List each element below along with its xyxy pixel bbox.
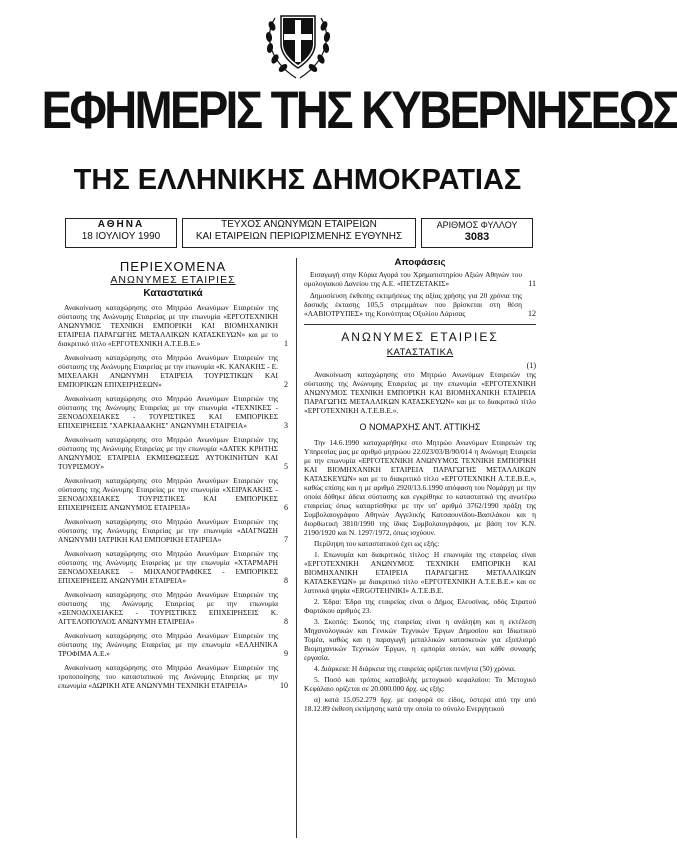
contents-entry xyxy=(58,631,288,658)
contents-entry xyxy=(58,549,288,585)
main-subsection-heading: ΚΑΤΑΣΤΑΤΙΚΑ xyxy=(386,347,454,358)
contents-entry-text: Ανακοίνωση καταχώρησης στο Μητρώο Ανωνύμων Εταιρειών της τροποποίησης του καταστατικού της Ανώνυμης Εταιρείας με την επωνυμία «ΔΩΡΙΚΗ ΑΤΕ ΑΝΩΝΥΜΗ ΤΕΧΝΙΚΗ ΕΤΑΙΡΕΙΑ» xyxy=(58,663,278,690)
contents-entry-text: Ανακοίνωση καταχώρησης στο Μητρώο Ανωνύμων Εταιρειών της σύστασης της Ανώνυμης Εταιρείας με την επωνυμία «ΤΕΧΝΙΚΕΣ - ΞΕΝΟΔΟΧΕΙΑΚΕΣ - ΤΟΥΡΙΣΤΙΚΕΣ ΚΑΙ ΕΜΠΟΡΙΚΕΣ ΕΠΙΧΕΙΡΗΣΕΙΣ "ΧΑΡΚΙΑΔΑΚΗΣ" ΑΝΩΝΥΜΗ ΕΤΑΙΡΕΙΑ» xyxy=(58,394,278,430)
contents-entry xyxy=(58,303,288,348)
contents-entry-page: 9 xyxy=(284,649,288,658)
contents-heading: ΠΕΡΙΕΧΟΜΕΝΑ xyxy=(119,259,227,274)
contents-entry xyxy=(58,394,288,430)
contents-entry-page: 8 xyxy=(284,576,288,585)
contents-entry-text: Ανακοίνωση καταχώρησης στο Μητρώο Ανωνύμων Εταιρειών της σύστασης της Ανώνυμης Εταιρείας με την επωνυμία «ΧΤΑΡΜΑΡΗ ΞΕΝΟΔΟΧΕΙΑΚΕΣ - ΜΗΧΑΝΟΓΡΑΦΙΚΕΣ - ΕΜΠΟΡΙΚΕΣ ΕΠΙΧΕΙΡΗΣΕΙΣ ΑΝΩΝΥΜΗ ΕΤΑΙΡΕΙΑ» xyxy=(58,549,278,585)
contents-entry-page: 5 xyxy=(284,462,288,471)
contents-entry-page: 1 xyxy=(284,339,288,348)
contents-entry-text: Ανακοίνωση καταχώρησης στο Μητρώο Ανωνύμων Εταιρειών της σύστασης της Ανώνυμης Εταιρείας με την επωνυμία «ΕΡΓΟΤΕΧΝΙΚΗ ΑΝΩΝΥΜΟΣ ΤΕΧΝΙΚΗ ΕΜΠΟΡΙΚΗ ΚΑΙ ΒΙΟΜΗΧΑΝΙΚΗ ΕΤΑΙΡΕΙΑ ΠΑΡΑΓΩΓΗΣ ΜΕΤΑΛΛΙΚΩΝ ΚΑΤΑΣΚΕΥΩΝ» και με το διακριτικό τίτλο «ΕΡΓΟΤΕΧΝΙΚΗ Α.Τ.Ε.Β.Ε.» xyxy=(58,303,278,348)
contents-entry-page: 2 xyxy=(284,380,288,389)
contents-entry-text: Ανακοίνωση καταχώρησης στο Μητρώο Ανωνύμων Εταιρειών της σύστασης της Ανώνυμης Εταιρείας με την επωνυμία «ΔΑΤΕΚ ΚΡΗΤΗΣ ΑΝΩΝΥΜΟΣ ΕΤΑΙΡΕΙΑ ΕΚΜΙΣΘΩΣΕΩΣ ΑΥΤΟΚΙΝΗΤΩΝ ΚΑΙ ΤΟΥΡΙΣΜΟΥ» xyxy=(58,435,278,471)
contents-section: ΑΝΩΝΥΜΕΣ ΕΤΑΙΡΙΕΣ xyxy=(110,274,236,286)
main-section-heading: ΑΝΩΝΥΜΕΣ ΕΤΑΙΡΙΕΣ xyxy=(341,330,499,344)
decision-entry xyxy=(304,270,536,288)
sheet-number: 3083 xyxy=(464,231,490,243)
contents-column xyxy=(58,259,288,695)
notice-paragraph: 1. Επωνυμία και διακριτικός τίτλος: Η επωνυμία της εταιρείας είναι «ΕΡΓΟΤΕΧΝΙΚΗ ΑΝΩΝΥΜΟΣ ΤΕΧΝΙΚΗ ΕΜΠΟΡΙΚΗ ΚΑΙ ΒΙΟΜΗΧΑΝΙΚΗ ΕΤΑΙΡΕΙΑ ΠΑΡΑΓΩΓΗΣ ΜΕΤΑΛΛΙΚΩΝ ΚΑΤΑΣΚΕΥΩΝ» με διακριτικό τίτλο «ΕΡΓΟΤΕΧΝΙΚΗ Α.Τ.Ε.Β.Ε.» και σε λατινικά ψηφία «ERGOTEHNIKI» Α.Τ.Ε.Β.Ε. xyxy=(304,550,536,595)
contents-entry-text: Ανακοίνωση καταχώρησης στο Μητρώο Ανωνύμων Εταιρειών της σύστασης της Ανώνυμης Εταιρείας με την επωνυμία «ΔΙΑΓΝΩΣΗ ΑΝΩΝΥΜΗ ΙΑΤΡΙΚΗ ΚΑΙ ΕΜΠΟΡΙΚΗ ΕΤΑΙΡΕΙΑ» xyxy=(58,517,278,544)
section-rule xyxy=(304,324,536,325)
decisions-heading: Αποφάσεις xyxy=(394,257,446,268)
contents-list xyxy=(58,303,288,690)
greek-coat-of-arms-icon xyxy=(263,4,333,82)
issue-type-line1: ΤΕΥΧΟΣ ΑΝΩΝΥΜΩΝ ΕΤΑΙΡΕΙΩΝ xyxy=(221,219,377,230)
masthead-subtitle: ΤΗΣ ΕΛΛΗΝΙΚΗΣ ΔΗΜΟΚΡΑΤΙΑΣ xyxy=(73,164,522,196)
contents-subsection: Καταστατικά xyxy=(143,288,203,299)
issue-date: 18 ΙΟΥΛΙΟΥ 1990 xyxy=(81,231,161,242)
contents-entry-text: Ανακοίνωση καταχώρησης στο Μητρώο Ανωνύμων Εταιρειών της σύστασης της Ανώνυμης Εταιρείας με την επωνυμία «ΞΕΝΟΔΟΧΕΙΑΚΕΣ - ΤΟΥΡΙΣΤΙΚΕΣ ΕΠΙΧΕΙΡΗΣΕΙΣ Κ. ΑΓΓΕΛΟΠΟΥΛΟΣ ΑΝΩΝΥΜΗ ΕΤΑΙΡΕΙΑ» xyxy=(58,590,278,626)
contents-entry-page: 7 xyxy=(284,535,288,544)
contents-entry xyxy=(58,476,288,512)
notice-paragraph: 4. Διάρκεια: Η διάρκεια της εταιρείας ορίζεται πενήντα (50) χρόνια. xyxy=(314,664,516,673)
contents-entry xyxy=(58,435,288,471)
notice-ref: (1) xyxy=(526,361,536,370)
notice-paragraph: Περίληψη του καταστατικού έχει ως εξής: xyxy=(314,539,440,548)
date-box xyxy=(65,218,177,248)
column-divider xyxy=(296,258,297,838)
decision-entry-text: Δημοσίευση έκθεσης εκτιμήσεως της αξίας χρήσης για 20 χρόνια της δασικής έκτασης 105,5 στρεμμάτων που βρίσκεται στη θέση «ΛΑΒΙΟΤΡΥΠΕΣ» της Κοινότητας Οξυλίου Λάρισας xyxy=(304,291,522,318)
notice-paragraph: Την 14.6.1990 καταχωρήθηκε στο Μητρώο Ανωνύμων Εταιρειών της Υπηρεσίας μας με αριθμό μητρώου 22.023/03/Β/90/014 η Ανώνυμη Εταιρεία με την επωνυμία «ΕΡΓΟΤΕΧΝΙΚΗ ΑΝΩΝΥΜΟΣ ΤΕΧΝΙΚΗ ΕΜΠΟΡΙΚΗ ΚΑΙ ΒΙΟΜΗΧΑΝΙΚΗ ΕΤΑΙΡΕΙΑ ΠΑΡΑΓΩΓΗΣ ΜΕΤΑΛΛΙΚΩΝ ΚΑΤΑΣΚΕΥΩΝ» και με το διακριτικό τίτλο «ΕΡΓΟΤΕΧΝΙΚΗ Α.Τ.Ε.Β.Ε.», καθώς επίσης και η με αριθμό 2920/13.6.1990 απόφαση του Νομάρχη με την οποία δόθηκε άδεια σύστασης και εγκρίθηκε το καταστατικό της ανωτέρω εταιρείας όπως καταρτίσθηκε με την υπ' αριθμό 3762/1990 πράξη της Συμβολαιογράφου Αθηνών Αγγελικής Κατσαουνίδου-Βασιλάκου και η διορθωτική 3810/1990 της ίδιας Συμβολαιογράφου, με βάση τον Κ.Ν. 2190/1920 και Ν. 1297/1972, όπως ισχύουν. xyxy=(304,438,536,537)
decision-entry-page: 12 xyxy=(528,309,536,318)
issue-type-box xyxy=(182,218,416,248)
issue-type-line2: ΚΑΙ ΕΤΑΙΡΕΙΩΝ ΠΕΡΙΩΡΙΣΜΕΝΗΣ ΕΥΘΥΝΗΣ xyxy=(195,231,403,242)
notice-paragraph: α) κατά 15.052.279 δρχ. με εισφορά σε είδος, ύστερα από την από 18.12.89 έκθεση εκτίμησης κατά την οποία το σύνολο Ενεργητικού xyxy=(304,695,536,713)
notice-paragraph: 2. Έδρα: Έδρα της εταιρείας είναι ο Δήμος Ελευσίνας, οδός Στρατού Φαρτάκου αριθμός 23. xyxy=(304,597,536,615)
contents-entry xyxy=(58,663,288,690)
decision-entry-text: Εισαγωγή στην Κύρια Αγορά του Χρηματιστηρίου Αξιών Αθηνών του ομολογιακού Δανείου της Α.Ε. «ΠΕΤΖΕΤΑΚΙΣ» xyxy=(304,270,522,288)
masthead-title: ΕΦΗΜΕΡΙΣ ΤΗΣ ΚΥΒΕΡΝΗΣΕΩΣ xyxy=(41,81,677,140)
notice-paragraph: 5. Ποσό και τρόπος καταβολής μετοχικού κεφαλαίου: Το Μετοχικό Κεφάλαιο ορίζεται σε 20.000.000 δρχ. ως εξής: xyxy=(304,675,536,693)
main-column xyxy=(304,258,536,715)
notice-intro: Ανακοίνωση καταχώρησης στο Μητρώο Ανωνύμων Εταιρειών της σύστασης της Ανώνυμης Εταιρείας με την επωνυμία «ΕΡΓΟΤΕΧΝΙΚΗ ΑΝΩΝΥΜΟΣ ΤΕΧΝΙΚΗ ΕΜΠΟΡΙΚΗ ΚΑΙ ΒΙΟΜΗΧΑΝΙΚΗ ΕΤΑΙΡΕΙΑ ΠΑΡΑΓΩΓΗΣ ΜΕΤΑΛΛΙΚΩΝ ΚΑΤΑΣΚΕΥΩΝ» και με το διακριτικό τίτλο «ΕΡΓΟΤΕΧΝΙΚΗ Α.Τ.Ε.Β.Ε.». xyxy=(304,370,536,415)
contents-entry-text: Ανακοίνωση καταχώρησης στο Μητρώο Ανωνύμων Εταιρειών της σύστασης της Ανώνυμης Εταιρείας με την επωνυμία «ΕΛΛΗΝΙΚΑ ΤΡΟΦΙΜΑ Α.Ε.» xyxy=(58,631,278,658)
contents-entry-page: 10 xyxy=(280,681,288,690)
decision-entry-page: 11 xyxy=(528,279,536,288)
decision-entry xyxy=(304,291,536,318)
contents-entry-page: 6 xyxy=(284,503,288,512)
contents-entry-page: 8 xyxy=(284,617,288,626)
city-label: ΑΘΗΝΑ xyxy=(97,219,145,230)
contents-entry-text: Ανακοίνωση καταχώρησης στο Μητρώο Ανωνύμων Εταιρειών της σύστασης της Ανώνυμης Εταιρείας με την επωνυμία «ΧΕΙΡΑΚΑΚΗΣ - ΞΕΝΟΔΟΧΕΙΑΚΕΣ ΤΟΥΡΙΣΤΙΚΕΣ ΚΑΙ ΕΜΠΟΡΙΚΕΣ ΕΠΙΧΕΙΡΗΣΕΙΣ ΑΝΩΝΥΜΟΣ ΕΤΑΙΡΕΙΑ» xyxy=(58,476,278,512)
contents-entry xyxy=(58,590,288,626)
notice-paragraph: 3. Σκοπός: Σκοπός της εταιρείας είναι η ανάληψη και η εκτέλεση Μηχανολογικών και Γενικών Τεχνικών Έργων Δημοσίου και Ιδιωτικού Τομέα, καθώς και η παραγωγή μεταλλικών κατασκευών για εξοπλισμό Βιομηχανικών Τεχνικών Έργων, η εμπορία αυτών, και κάθε συναφής εργασία. xyxy=(304,617,536,662)
authority-heading: Ο ΝΟΜΑΡΧΗΣ ΑΝΤ. ΑΤΤΙΚΗΣ xyxy=(359,422,481,432)
contents-entry xyxy=(58,353,288,389)
sheet-number-box xyxy=(421,218,533,248)
contents-entry xyxy=(58,517,288,544)
contents-entry-text: Ανακοίνωση καταχώρησης στο Μητρώο Ανωνύμων Εταιρειών της σύστασης της Ανώνυμης Εταιρείας με την επωνυμία «Κ. ΚΑΝΑΚΗΣ - Ε. ΜΙΧΕΛΑΚΗ ΑΝΩΝΥΜΗ ΕΤΑΙΡΕΙΑ ΤΟΥΡΙΣΤΙΚΩΝ ΚΑΙ ΕΜΠΟΡΙΚΩΝ ΕΠΙΧΕΙΡΗΣΕΩΝ» xyxy=(58,353,278,389)
sheet-number-label: ΑΡΙΘΜΟΣ ΦΥΛΛΟΥ xyxy=(436,220,518,230)
contents-entry-page: 3 xyxy=(284,421,288,430)
